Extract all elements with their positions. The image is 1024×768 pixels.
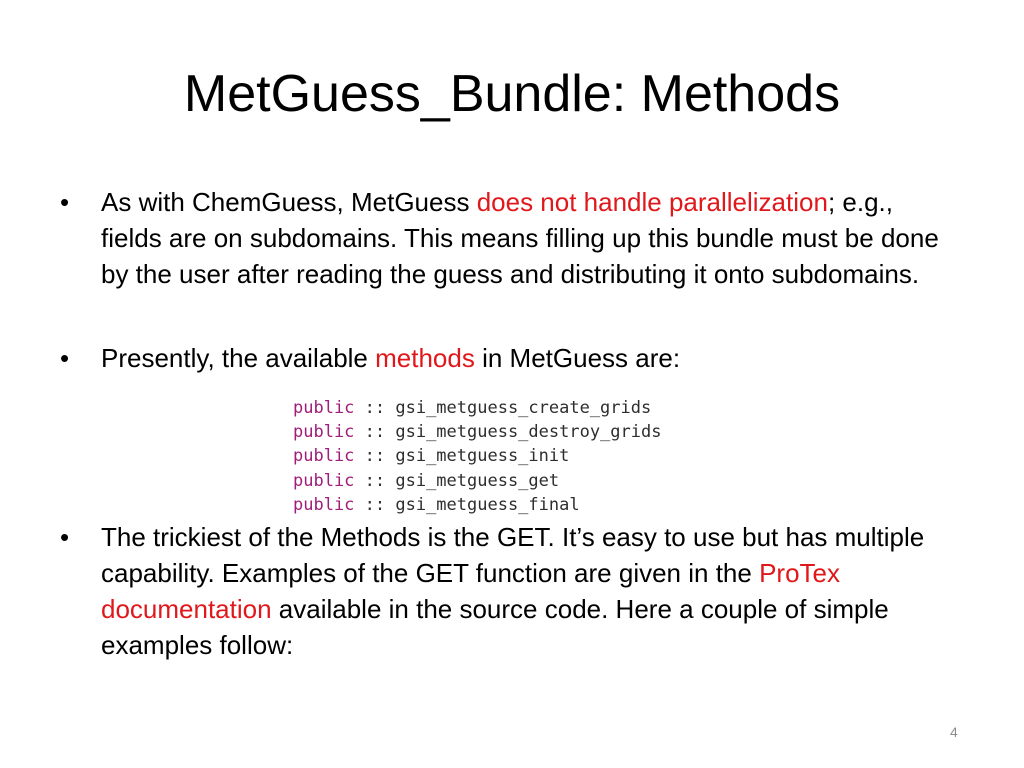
code-text: :: gsi_metguess_get	[354, 470, 560, 491]
bullet-text-segment: As with ChemGuess, MetGuess	[101, 187, 477, 217]
bullet-dot-icon: •	[60, 343, 70, 373]
code-line	[293, 469, 661, 493]
bullet-highlight: ProTex documentation	[101, 558, 840, 624]
bullet-text	[101, 340, 940, 376]
code-line	[293, 444, 661, 468]
bullet-highlight: methods	[375, 343, 475, 373]
code-keyword: public	[293, 470, 355, 491]
code-text: :: gsi_metguess_create_grids	[354, 398, 652, 418]
code-keyword: public	[293, 494, 355, 515]
bullet-text-segment: ; e.g., fields are on subdomains. This means filling up this bundle must be done by the user after reading the guess and distributing it onto subdomains.	[101, 187, 939, 289]
code-line	[293, 396, 661, 420]
code-text: :: gsi_metguess_final	[354, 494, 580, 515]
bullet-text-segment: in MetGuess are:	[474, 343, 681, 373]
bullet-dot-icon: •	[60, 187, 70, 217]
bullet-dot-icon: •	[60, 522, 70, 552]
bullet-text	[101, 184, 940, 292]
page-number: 4	[950, 724, 958, 740]
bullet-methods	[60, 340, 940, 376]
code-keyword: public	[293, 398, 355, 418]
slide-title: MetGuess_Bundle: Methods	[183, 65, 841, 123]
bullet-text	[101, 519, 940, 663]
bullet-parallelization	[60, 184, 940, 292]
code-line	[293, 493, 661, 517]
code-text: :: gsi_metguess_destroy_grids	[354, 422, 662, 443]
bullet-highlight: does not handle parallelization	[476, 187, 828, 217]
code-keyword: public	[293, 422, 355, 443]
code-text: :: gsi_metguess_init	[354, 446, 570, 467]
code-line	[293, 420, 661, 444]
code-snippet	[293, 396, 661, 517]
bullet-text-segment: The trickiest of the Methods is the GET. It’s easy to use but has multiple capability. Examples of the GET function are given in the	[101, 522, 925, 588]
code-keyword: public	[293, 446, 355, 467]
bullet-text-segment: available in the source code. Here a couple of simple examples follow:	[101, 594, 889, 660]
bullet-text-segment: Presently, the available	[101, 343, 376, 373]
bullet-get-method	[60, 519, 940, 663]
